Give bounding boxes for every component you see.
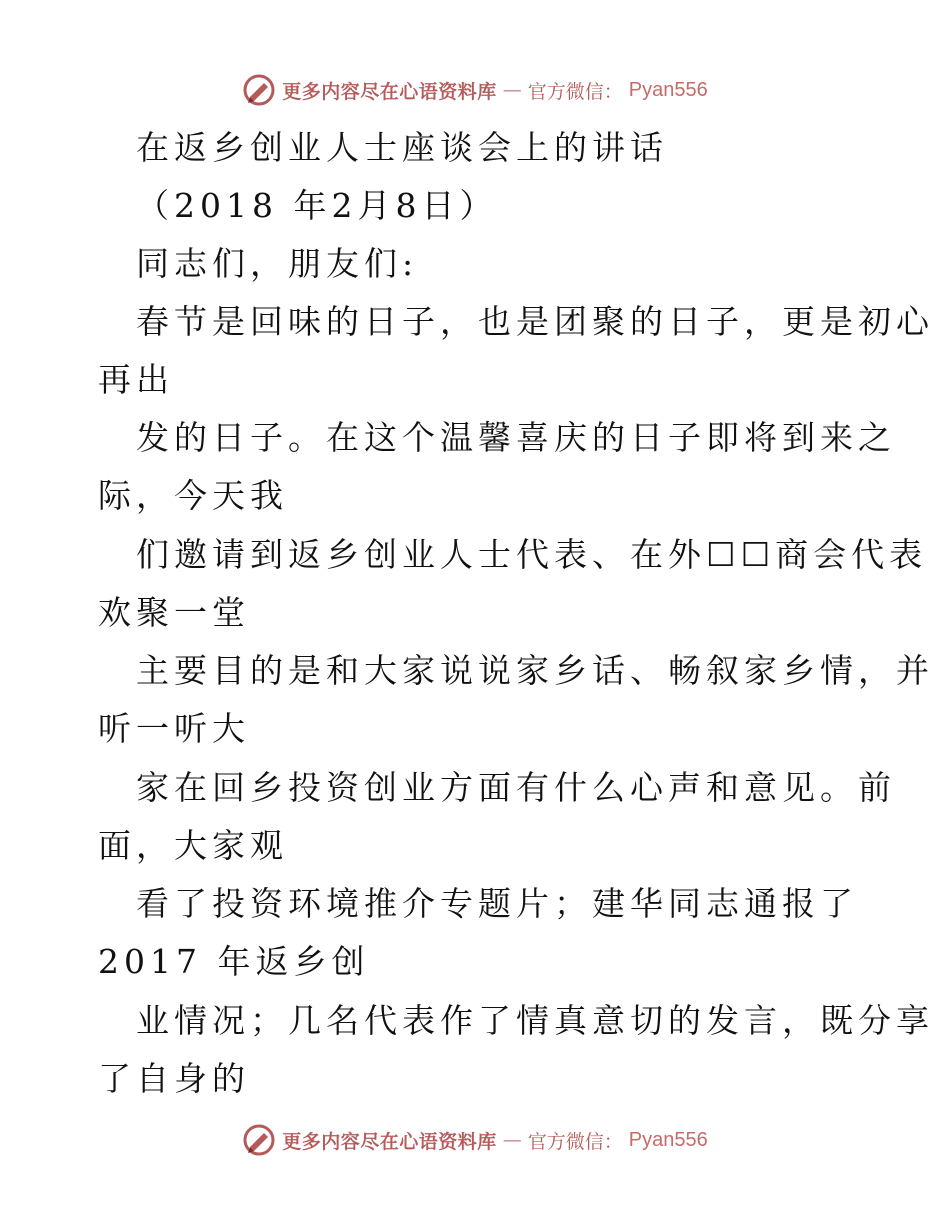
watermark-label: 官方微信： (527, 80, 623, 103)
document-greeting: 同志们，朋友们: (136, 244, 419, 283)
paragraph-line: 们邀请到返乡创业人士代表、在外☐☐商会代表 (136, 535, 928, 574)
document-date: （2018 年2月8日） (136, 186, 498, 225)
paragraph-line: 际，今天我 (98, 476, 288, 515)
paragraph-line: 2017 年返乡创 (98, 942, 370, 981)
paragraph-line: 再出 (98, 360, 174, 399)
paragraph-line: 了自身的 (98, 1059, 250, 1098)
paragraph-line: 春节是回味的日子，也是团聚的日子，更是初心 (136, 302, 934, 341)
paragraph-line: 欢聚一堂 (98, 593, 250, 632)
watermark-site-text: 更多内容尽在心语资料库 (282, 80, 497, 103)
footer-watermark (0, 1120, 950, 1160)
watermark-dash: — (502, 79, 522, 101)
paragraph-line: 听一听大 (98, 709, 250, 748)
watermark-label: 官方微信： (527, 1130, 623, 1153)
paragraph-line: 看了投资环境推介专题片；建华同志通报了 (136, 884, 858, 923)
paragraph-line: 主要目的是和大家说说家乡话、畅叙家乡情，并 (136, 651, 934, 690)
pen-logo-icon (242, 1123, 276, 1157)
paragraph-line: 发的日子。在这个温馨喜庆的日子即将到来之 (136, 418, 896, 457)
document-title: 在返乡创业人士座谈会上的讲话 (136, 128, 668, 167)
watermark-wechat-id: Pyan556 (628, 1128, 708, 1151)
paragraph-line: 业情况；几名代表作了情真意切的发言，既分享 (136, 1001, 934, 1040)
watermark-wechat-id: Pyan556 (628, 78, 708, 101)
pen-logo-icon (242, 73, 276, 107)
header-watermark (0, 70, 950, 110)
paragraph-line: 家在回乡投资创业方面有什么心声和意见。前 (136, 768, 896, 807)
watermark-dash: — (502, 1129, 522, 1151)
paragraph-line: 面，大家观 (98, 826, 288, 865)
watermark-site-text: 更多内容尽在心语资料库 (282, 1130, 497, 1153)
